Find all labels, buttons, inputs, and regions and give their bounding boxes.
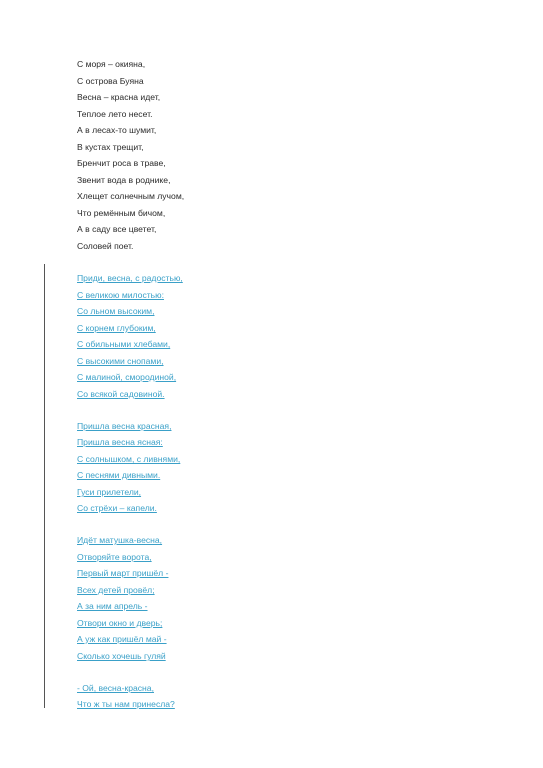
poem-link-line[interactable]: Со стрёхи – капели. — [77, 503, 157, 513]
poem-link-line[interactable]: Приди, весна, с радостью, — [77, 273, 183, 283]
poem-line: Теплое лето несет. — [77, 109, 153, 119]
poem-link-line[interactable]: С корнем глубоким, — [77, 323, 156, 333]
poem-link-line[interactable]: Идёт матушка-весна, — [77, 535, 163, 545]
poem-link-line[interactable]: Отворяйте ворота, — [77, 552, 152, 562]
poem-link-line[interactable]: С великою милостью: — [77, 290, 164, 300]
poem-link-line[interactable]: - Ой, весна-красна, — [77, 683, 154, 693]
poem-line: С острова Буяна — [77, 76, 144, 86]
poem-line: Бренчит роса в траве, — [77, 158, 166, 168]
poem-link-line[interactable]: Отвори окно и дверь; — [77, 618, 163, 628]
poem-link-line[interactable]: Первый март пришёл - — [77, 568, 169, 578]
margin-rule — [44, 264, 45, 708]
poem-link-line[interactable]: С высокими снопами, — [77, 356, 164, 366]
poem-link-line[interactable]: Пришла весна ясная: — [77, 437, 163, 447]
poem-link-line[interactable]: А уж как пришёл май - — [77, 634, 167, 644]
poem-link-line[interactable]: Всех детей провёл; — [77, 585, 155, 595]
poem-link-line[interactable]: Со льном высоким, — [77, 306, 155, 316]
poem-line: Хлещет солнечным лучом, — [77, 191, 185, 201]
poem-line: Весна – красна идет, — [77, 92, 161, 102]
poem-line: А в саду все цветет, — [77, 224, 157, 234]
poem-line: В кустах трещит, — [77, 142, 144, 152]
poem-link-line[interactable]: Что ж ты нам принесла? — [77, 699, 175, 709]
poem-line: Что ремённым бичом, — [77, 208, 166, 218]
poem-link-line[interactable]: Сколько хочешь гуляй — [77, 651, 166, 661]
poem-line: А в лесах-то шумит, — [77, 125, 157, 135]
poem-link-line[interactable]: Пришла весна красная, — [77, 421, 172, 431]
poem-link-line[interactable]: А за ним апрель - — [77, 601, 148, 611]
poem-line: Соловей поет. — [77, 241, 134, 251]
poem-link-line[interactable]: Гуси прилетели, — [77, 487, 142, 497]
poem-link-line[interactable]: С обильными хлебами, — [77, 339, 171, 349]
poem-line: Звенит вода в роднике, — [77, 175, 171, 185]
poem-link-line[interactable]: Со всякой садовиной. — [77, 389, 165, 399]
poem-link-line[interactable]: С песнями дивными. — [77, 470, 161, 480]
poem-link-line[interactable]: С солнышком, с ливнями, — [77, 454, 181, 464]
poem-line: С моря – окияна, — [77, 59, 146, 69]
poem-link-line[interactable]: С малиной, смородиной, — [77, 372, 177, 382]
